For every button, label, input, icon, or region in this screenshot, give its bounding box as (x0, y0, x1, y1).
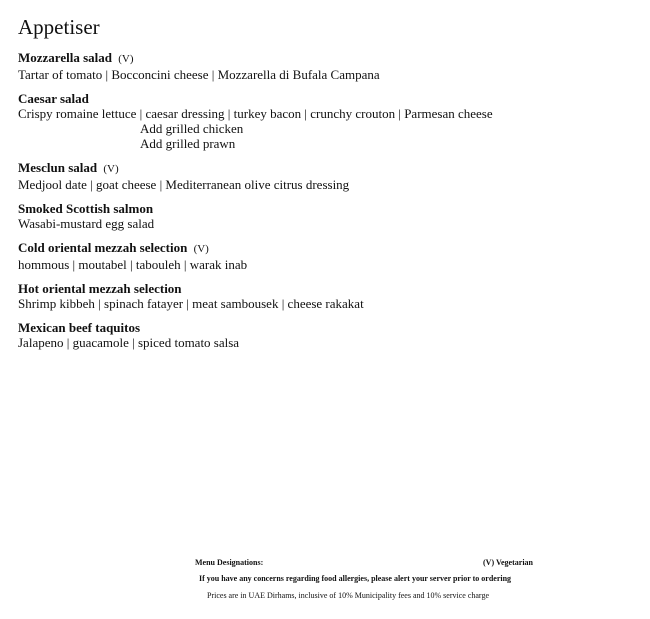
menu-item-description: Tartar of tomato | Bocconcini cheese | Mozzarella di Bufala Campana (18, 67, 380, 82)
menu-item (18, 50, 628, 82)
menu-item-addon: Add grilled chicken (140, 121, 244, 136)
menu-item-name: Mexican beef taquitos (18, 320, 141, 335)
vegetarian-tag: (V) (118, 53, 134, 65)
vegetarian-tag: (V) (193, 243, 209, 255)
menu-item-description: Wasabi-mustard egg salad (18, 216, 155, 231)
page-title: Appetiser (18, 15, 100, 39)
vegetarian-key: (V) Vegetarian (483, 558, 533, 567)
menu-item (18, 91, 628, 151)
prices-note: Prices are in UAE Dirhams, inclusive of 10% Municipality fees and 10% service charge (207, 591, 489, 600)
menu-item-addon: Add grilled prawn (140, 136, 236, 151)
menu-item-description: Jalapeno | guacamole | spiced tomato salsa (18, 335, 240, 350)
menu-item (18, 320, 628, 350)
menu-item-name: Cold oriental mezzah selection (18, 240, 188, 255)
menu-designations-label: Menu Designations: (195, 558, 264, 567)
menu-item-description: hommous | moutabel | tabouleh | warak inab (18, 257, 248, 272)
menu-item-name: Smoked Scottish salmon (18, 201, 154, 216)
menu-item-name: Mozzarella salad (18, 50, 112, 65)
allergy-notice: If you have any concerns regarding food allergies, please alert your server prior to ordering (199, 574, 512, 583)
menu-item-description: Crispy romaine lettuce | caesar dressing | turkey bacon | crunchy crouton | Parmesan cheese (18, 106, 493, 121)
menu-item (18, 240, 628, 272)
vegetarian-tag: (V) (103, 163, 119, 175)
menu-item-description: Shrimp kibbeh | spinach fatayer | meat sambousek | cheese rakakat (18, 296, 364, 311)
menu-item-name: Caesar salad (18, 91, 89, 106)
menu-item (18, 160, 628, 192)
menu-item-name: Hot oriental mezzah selection (18, 281, 182, 296)
menu-item (18, 201, 628, 231)
menu-item-list (18, 50, 628, 359)
menu-item-name: Mesclun salad (18, 160, 98, 175)
menu-item (18, 281, 628, 311)
menu-item-description: Medjool date | goat cheese | Mediterranean olive citrus dressing (18, 177, 350, 192)
